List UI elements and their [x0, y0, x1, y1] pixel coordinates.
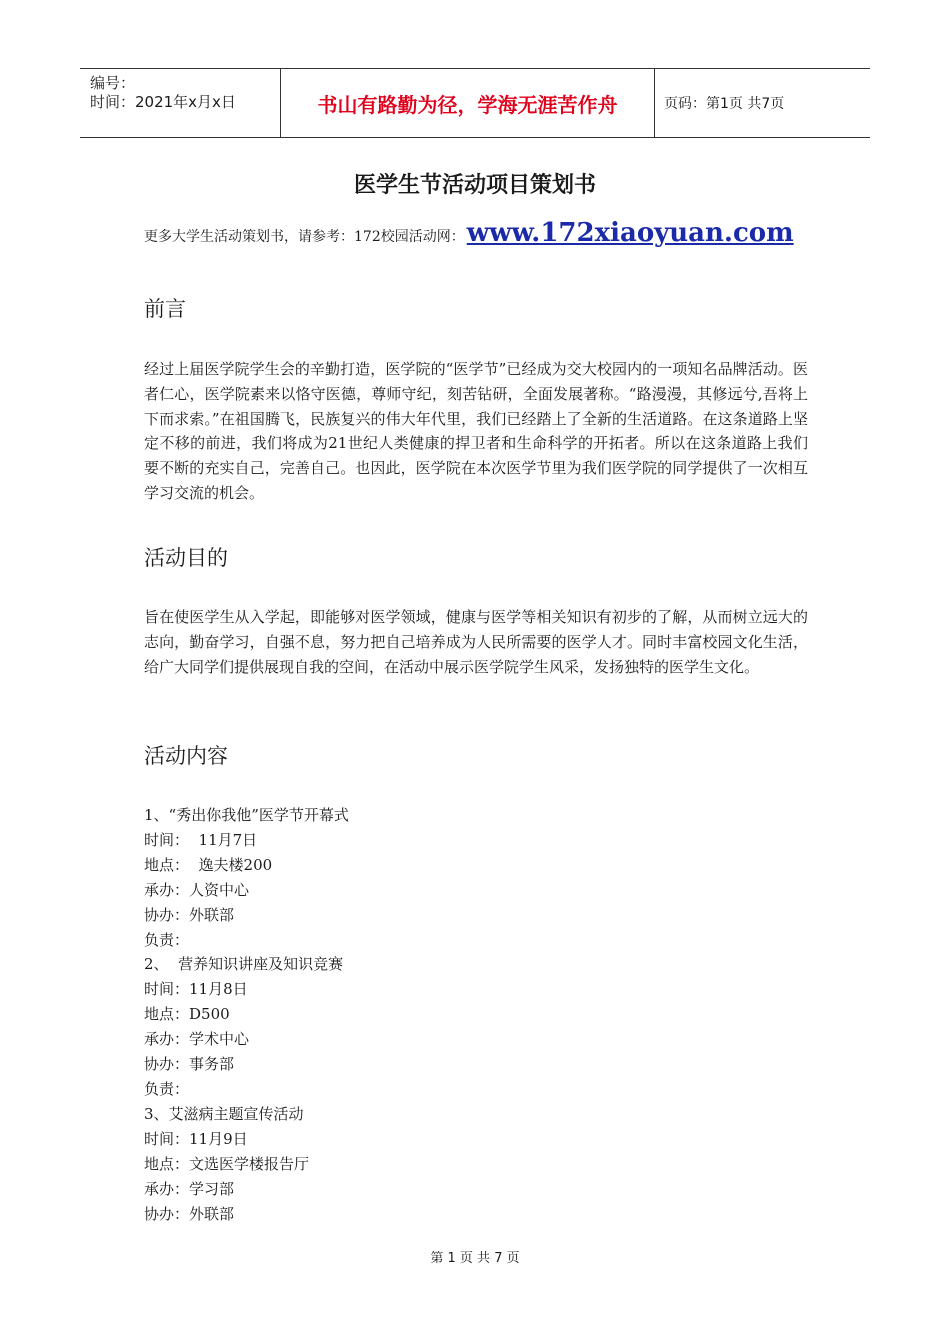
time-label: 时间：2021年x月x日: [90, 93, 236, 111]
activity-line: 地点： 逸夫楼200: [144, 855, 273, 874]
preface-body: 经过上届医学院学生会的辛勤打造，医学院的“医学节”已经成为交大校园内的一项知名品牌活动。医者仁心，医学院素来以恪守医德，尊师守纪，刻苦钻研，全面发展著称。“路漫漫，其修远兮,吾将上下而求索。”在祖国腾飞，民族复兴的伟大年代里，我们已经踏上了全新的生活道路。在这条道路上坚定不移的前进，我们将成为21世纪人类健康的捍卫者和生命科学的开拓者。所以在这条道路上我们要不断的充实自己，完善自己。也因此，医学院在本次医学节里为我们医学院的同学提供了一次相互学习交流的机会。: [144, 360, 808, 502]
activity-line: 时间：11月9日: [144, 1129, 248, 1148]
activity-line: 2、 营养知识讲座及知识竞赛: [144, 955, 344, 974]
number-label: 编号：: [90, 74, 136, 92]
purpose-body: 旨在使医学生从入学起，即能够对医学领域，健康与医学等相关知识有初步的了解，从而树立远大的志向，勤奋学习，自强不息，努力把自己培养成为人民所需要的医学人才。同时丰富校园文化生活，给广大同学们提供展现自我的空间，在活动中展示医学院学生风采，发扬独特的医学生文化。: [144, 608, 808, 676]
purpose-heading: 活动目的: [144, 546, 228, 570]
activity-line: 3、艾滋病主题宣传活动: [144, 1104, 304, 1123]
document-title: 医学生节活动项目策划书: [353, 173, 596, 198]
reference-text: 更多大学生活动策划书，请参考：172校园活动网：: [144, 229, 465, 245]
preface-heading: 前言: [144, 297, 186, 321]
activity-line: 负责：: [144, 930, 190, 949]
page-footer: 第 1 页 共 7 页: [430, 1251, 520, 1266]
activity-line: 1、“秀出你我他”医学节开幕式: [144, 806, 349, 824]
activity-line: 承办：人资中心: [144, 880, 250, 899]
activity-line: 协办：事务部: [144, 1055, 235, 1074]
header-meta-cell: [80, 69, 281, 137]
activity-line: 协办：外联部: [144, 1204, 235, 1223]
activity-line: 地点：D500: [144, 1005, 230, 1024]
activity-line: 时间：11月8日: [144, 980, 248, 999]
activity-line: 地点：文选医学楼报告厅: [144, 1154, 310, 1173]
activity-line: 负责：: [144, 1079, 190, 1098]
activity-line: 承办：学术中心: [144, 1030, 250, 1049]
activity-line: 时间： 11月7日: [144, 830, 258, 849]
reference-line: [144, 218, 794, 248]
header-motto: 书山有路勤为径，学海无涯苦作舟: [281, 69, 655, 137]
reference-link[interactable]: www.172xiaoyuan.com: [466, 218, 794, 248]
activity-line: 协办：外联部: [144, 905, 235, 924]
header-page-info: 页码：第1页 共7页: [664, 96, 785, 112]
activity-line: 承办：学习部: [144, 1179, 235, 1198]
content-heading: 活动内容: [144, 744, 228, 768]
header-table: [80, 68, 870, 138]
activity-list: [144, 803, 349, 1226]
